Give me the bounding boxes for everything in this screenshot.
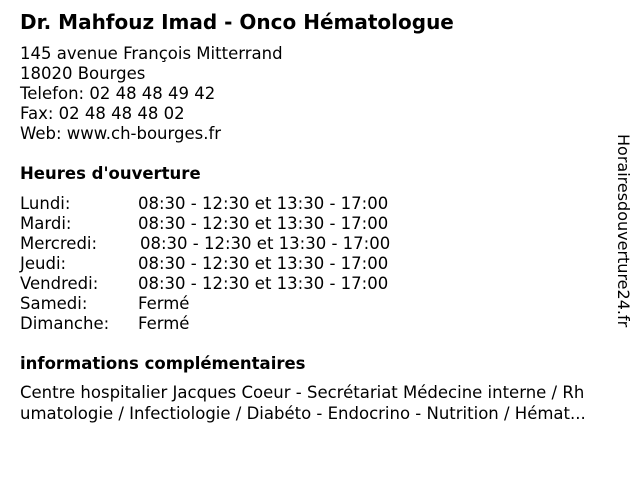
city: 18020 Bourges — [20, 64, 146, 83]
hours-row-sunday — [20, 314, 440, 334]
hours-row-thursday — [20, 254, 440, 274]
day-label: Mardi: — [20, 214, 72, 233]
day-label: Dimanche: — [20, 314, 110, 333]
opening-hours-table — [20, 194, 440, 334]
hours-row-tuesday — [20, 214, 440, 234]
opening-hours-heading: Heures d'ouverture — [20, 164, 201, 183]
page-title: Dr. Mahfouz Imad - Onco Hématologue — [20, 10, 454, 34]
day-label: Mercredi: — [20, 234, 98, 253]
hours-row-friday — [20, 274, 440, 294]
time-value: 08:30 - 12:30 et 13:30 - 17:00 — [140, 234, 391, 253]
phone-number: Telefon: 02 48 48 49 42 — [20, 84, 216, 103]
day-label: Samedi: — [20, 294, 88, 313]
site-watermark: Horairesdouverture24.fr — [614, 134, 633, 328]
address-block — [20, 44, 283, 144]
time-value: Fermé — [138, 294, 190, 313]
street-address: 145 avenue François Mitterrand — [20, 44, 283, 63]
time-value: 08:30 - 12:30 et 13:30 - 17:00 — [138, 274, 389, 293]
additional-info-heading: informations complémentaires — [20, 354, 306, 373]
hours-row-saturday — [20, 294, 440, 314]
additional-info-text — [20, 382, 632, 424]
info-line-1: Centre hospitalier Jacques Coeur - Secrétariat Médecine interne / Rh — [20, 383, 585, 402]
fax-number: Fax: 02 48 48 48 02 — [20, 104, 185, 123]
hours-row-wednesday — [20, 234, 440, 254]
time-value: Fermé — [138, 314, 190, 333]
day-label: Lundi: — [20, 194, 71, 213]
day-label: Vendredi: — [20, 274, 99, 293]
day-label: Jeudi: — [20, 254, 67, 273]
time-value: 08:30 - 12:30 et 13:30 - 17:00 — [138, 254, 389, 273]
info-line-2: umatologie / Infectiologie / Diabéto - Endocrino - Nutrition / Hémat... — [20, 404, 586, 423]
hours-row-monday — [20, 194, 440, 214]
website: Web: www.ch-bourges.fr — [20, 124, 222, 143]
time-value: 08:30 - 12:30 et 13:30 - 17:00 — [138, 194, 389, 213]
time-value: 08:30 - 12:30 et 13:30 - 17:00 — [138, 214, 389, 233]
